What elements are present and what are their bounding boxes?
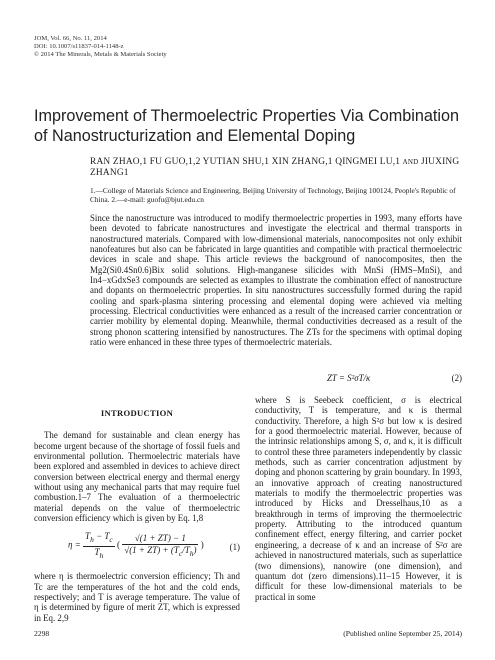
journal-line: JOM, Vol. 66, No. 11, 2014: [34, 35, 107, 42]
left-column: [34, 408, 240, 623]
author-list: RAN ZHAO,1 FU GUO,1,2 YUTIAN SHU,1 XIN ZHANG,1 QINGMEI LU,1 and JIUXING ZHANG1: [90, 157, 460, 179]
intro-paragraph-1: The demand for sustainable and clean energy has become urgent because of the shortage of fossil fuels and environmental pollution. Thermoelectric materials have been explored and assembled in devices to achieve direct conversion between electrical energy and thermal energy without using any mechanical parts that may require fuel combustion.1–7 The evaluation of a thermoelectric material depends on the value of thermoelectric conversion efficiency which is given by Eq. 1,8: [34, 430, 240, 524]
equation-1: [34, 531, 240, 565]
copyright: © 2014 The Minerals, Metals & Materials Society: [34, 51, 167, 59]
equation-1-number: (1): [229, 542, 240, 553]
efficiency-fraction: $\frac{T_h - T_c}{T_h}$: [85, 531, 113, 560]
right-column: [255, 373, 462, 602]
published-date: (Published online September 25, 2014): [343, 629, 462, 638]
affiliation: 1.—College of Materials Science and Engineering, Beijing University of Technology, Beijing 100124, People's Republic of China. 2.—e-mail: guofu@bjut.edu.cn: [90, 186, 456, 205]
equation-1-lhs: η =: [68, 540, 81, 551]
right-paragraph: where S is Seebeck coefficient, σ is electrical conductivity, T is temperature, and κ is thermal conductivity. Therefore, a high S²σ but low κ is desired for a good thermoelectric material. However, because of the intrinsic relationships among S, σ, and κ, it is difficult to control these three parameters independently by classic methods, such as carrier concentration adjustment by doping and phonon scattering by grain boundary. In 1993, an innovative approach of creating nanostructured materials to modify the thermoelectric properties was introduced by Hicks and Dresselhaus,10 as a breakthrough in terms of improving the thermoelectric property. Attributing to the introduced quantum confinement effect, energy filtering, and carrier pocket engineering, a decrease of κ and an increase of S²σ are achieved in nanostructured materials, such as superlattice (two dimensions), nanowire (one dimension), and quantum dot (zero dimensions).11–15 However, it is difficult for these low-dimensional materials to be practical in some: [255, 395, 462, 602]
journal-header: [34, 35, 167, 60]
equation-1-expression: η = $\frac{T_h - T_c}{T_h}$ ( $\frac{√(1 + ZT) - 1}{√(1 + ZT) + (T_c/T_h)}$ ): [68, 531, 204, 560]
equation-2-expression: ZT = S²σT/κ: [327, 373, 371, 383]
equation-2: [255, 373, 462, 387]
root-fraction: $\frac{√(1 + ZT) - 1}{√(1 + ZT) + (T_c/T_h)}$: [124, 533, 197, 558]
doi[interactable]: DOI: 10.1007/s11837-014-1148-z: [34, 43, 124, 51]
intro-paragraph-2: where η is thermoelectric conversion efficiency; Th and Tc are the temperatures of the hot and the cold ends, respectively; and T is average temperature. The value of η is determined by figure of merit ZT, which is expressed in Eq. 2,9: [34, 571, 240, 623]
page-number: 2298: [34, 629, 50, 638]
paper-title: Improvement of Thermoelectric Properties Via Combination of Nanostructurization and Elemental Doping: [34, 107, 459, 145]
equation-2-number: (2): [451, 373, 462, 383]
abstract: Since the nanostructure was introduced to modify thermoelectric properties in 1993, many efforts have been devoted to fabricate nanostructures and investigate the electrical and thermal transports in nanostructured materials. Compared with low-dimensional materials, nanocomposites not only exhibit nanofeatures but also can be fabricated in large quantities and compatible with practical thermoelectric devices in scale and shape. This article reviews the background of nanocomposites, then the Mg2(Si0.4Sn0.6)Bix solid solutions. High-manganese silicides with MnSi (HMS–MnSi), and In4−xGdxSe3 compounds are selected as examples to illustrate the combination effect of nanostructure and dopants on thermoelectric properties. In situ nanostructures successfully formed during the rapid cooling and spark-plasma sintering processing and elemental doping were achieved via melting processing. Electrical conductivities were enhanced as a result of the increased carrier concentration or carrier mobility by elemental doping. Meanwhile, thermal conductivities decreased as a result of the strong phonon scattering intensified by nanostructures. The ZTs for the specimens with optimal doping ratio were enhanced in these three types of thermoelectric materials.: [90, 213, 462, 348]
section-heading: INTRODUCTION: [100, 408, 174, 418]
